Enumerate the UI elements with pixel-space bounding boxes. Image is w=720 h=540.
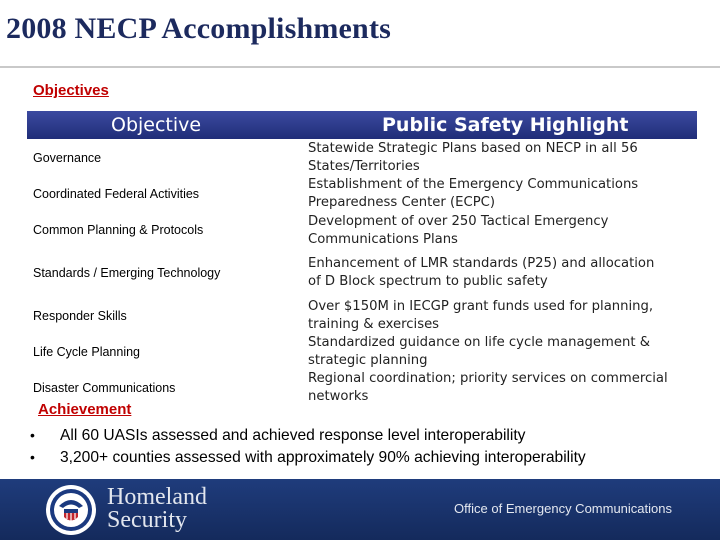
highlight-line: networks [308, 389, 369, 404]
bullet-icon: • [30, 449, 35, 465]
highlight-line: of D Block spectrum to public safety [308, 274, 548, 289]
highlight-line: Preparedness Center (ECPC) [308, 195, 496, 210]
highlight-governance [308, 140, 703, 176]
list-item [30, 424, 586, 446]
objective-coordinated-federal: Coordinated Federal Activities [33, 187, 200, 201]
highlight-line: Over $150M in IECGP grant funds used for planning, [308, 299, 654, 314]
header-objective: Objective [111, 114, 202, 136]
highlight-line: Statewide Strategic Plans based on NECP in all 56 [308, 141, 638, 156]
highlight-common-planning [308, 213, 703, 249]
footer-banner [0, 479, 720, 540]
highlight-line: Regional coordination; priority services on commercial [308, 371, 668, 386]
highlight-line: States/Territories [308, 159, 420, 174]
title-divider [0, 66, 720, 68]
achievement-text: All 60 UASIs assessed and achieved response level interoperability [60, 427, 526, 444]
bullet-icon: • [30, 427, 35, 443]
list-item [30, 446, 586, 468]
highlight-line: strategic planning [308, 353, 428, 368]
highlight-disaster-comms [308, 370, 703, 406]
highlight-line: Development of over 250 Tactical Emergency [308, 214, 609, 229]
achievement-text: 3,200+ counties assessed with approximately 90% achieving interoperability [60, 449, 586, 466]
achievement-list [30, 424, 586, 468]
highlight-line: Communications Plans [308, 232, 458, 247]
brand-line: Security [107, 507, 187, 533]
highlight-line: Standardized guidance on life cycle management & [308, 335, 650, 350]
objective-responder-skills: Responder Skills [33, 309, 127, 323]
dhs-seal-icon [45, 484, 97, 536]
highlight-line: Establishment of the Emergency Communications [308, 177, 639, 192]
objective-disaster-comms: Disaster Communications [33, 381, 176, 395]
highlight-responder-skills [308, 298, 703, 334]
highlight-coordinated-federal [308, 176, 703, 212]
header-highlight: Public Safety Highlight [382, 114, 629, 136]
office-name: Office of Emergency Communications [454, 501, 672, 516]
objective-life-cycle: Life Cycle Planning [33, 345, 141, 359]
highlight-life-cycle [308, 334, 703, 370]
achievement-label: Achievement [38, 401, 132, 418]
table-header [27, 110, 697, 139]
highlight-line: Enhancement of LMR standards (P25) and allocation [308, 256, 655, 271]
objectives-label: Objectives [33, 82, 109, 99]
brand-line: Homeland [107, 484, 207, 510]
objective-governance: Governance [33, 151, 102, 165]
objective-common-planning: Common Planning & Protocols [33, 223, 204, 237]
homeland-security-logo [107, 486, 207, 532]
page-title: 2008 NECP Accomplishments [6, 12, 392, 45]
highlight-line: training & exercises [308, 317, 440, 332]
highlight-standards [308, 255, 703, 291]
objective-standards: Standards / Emerging Technology [33, 266, 221, 280]
